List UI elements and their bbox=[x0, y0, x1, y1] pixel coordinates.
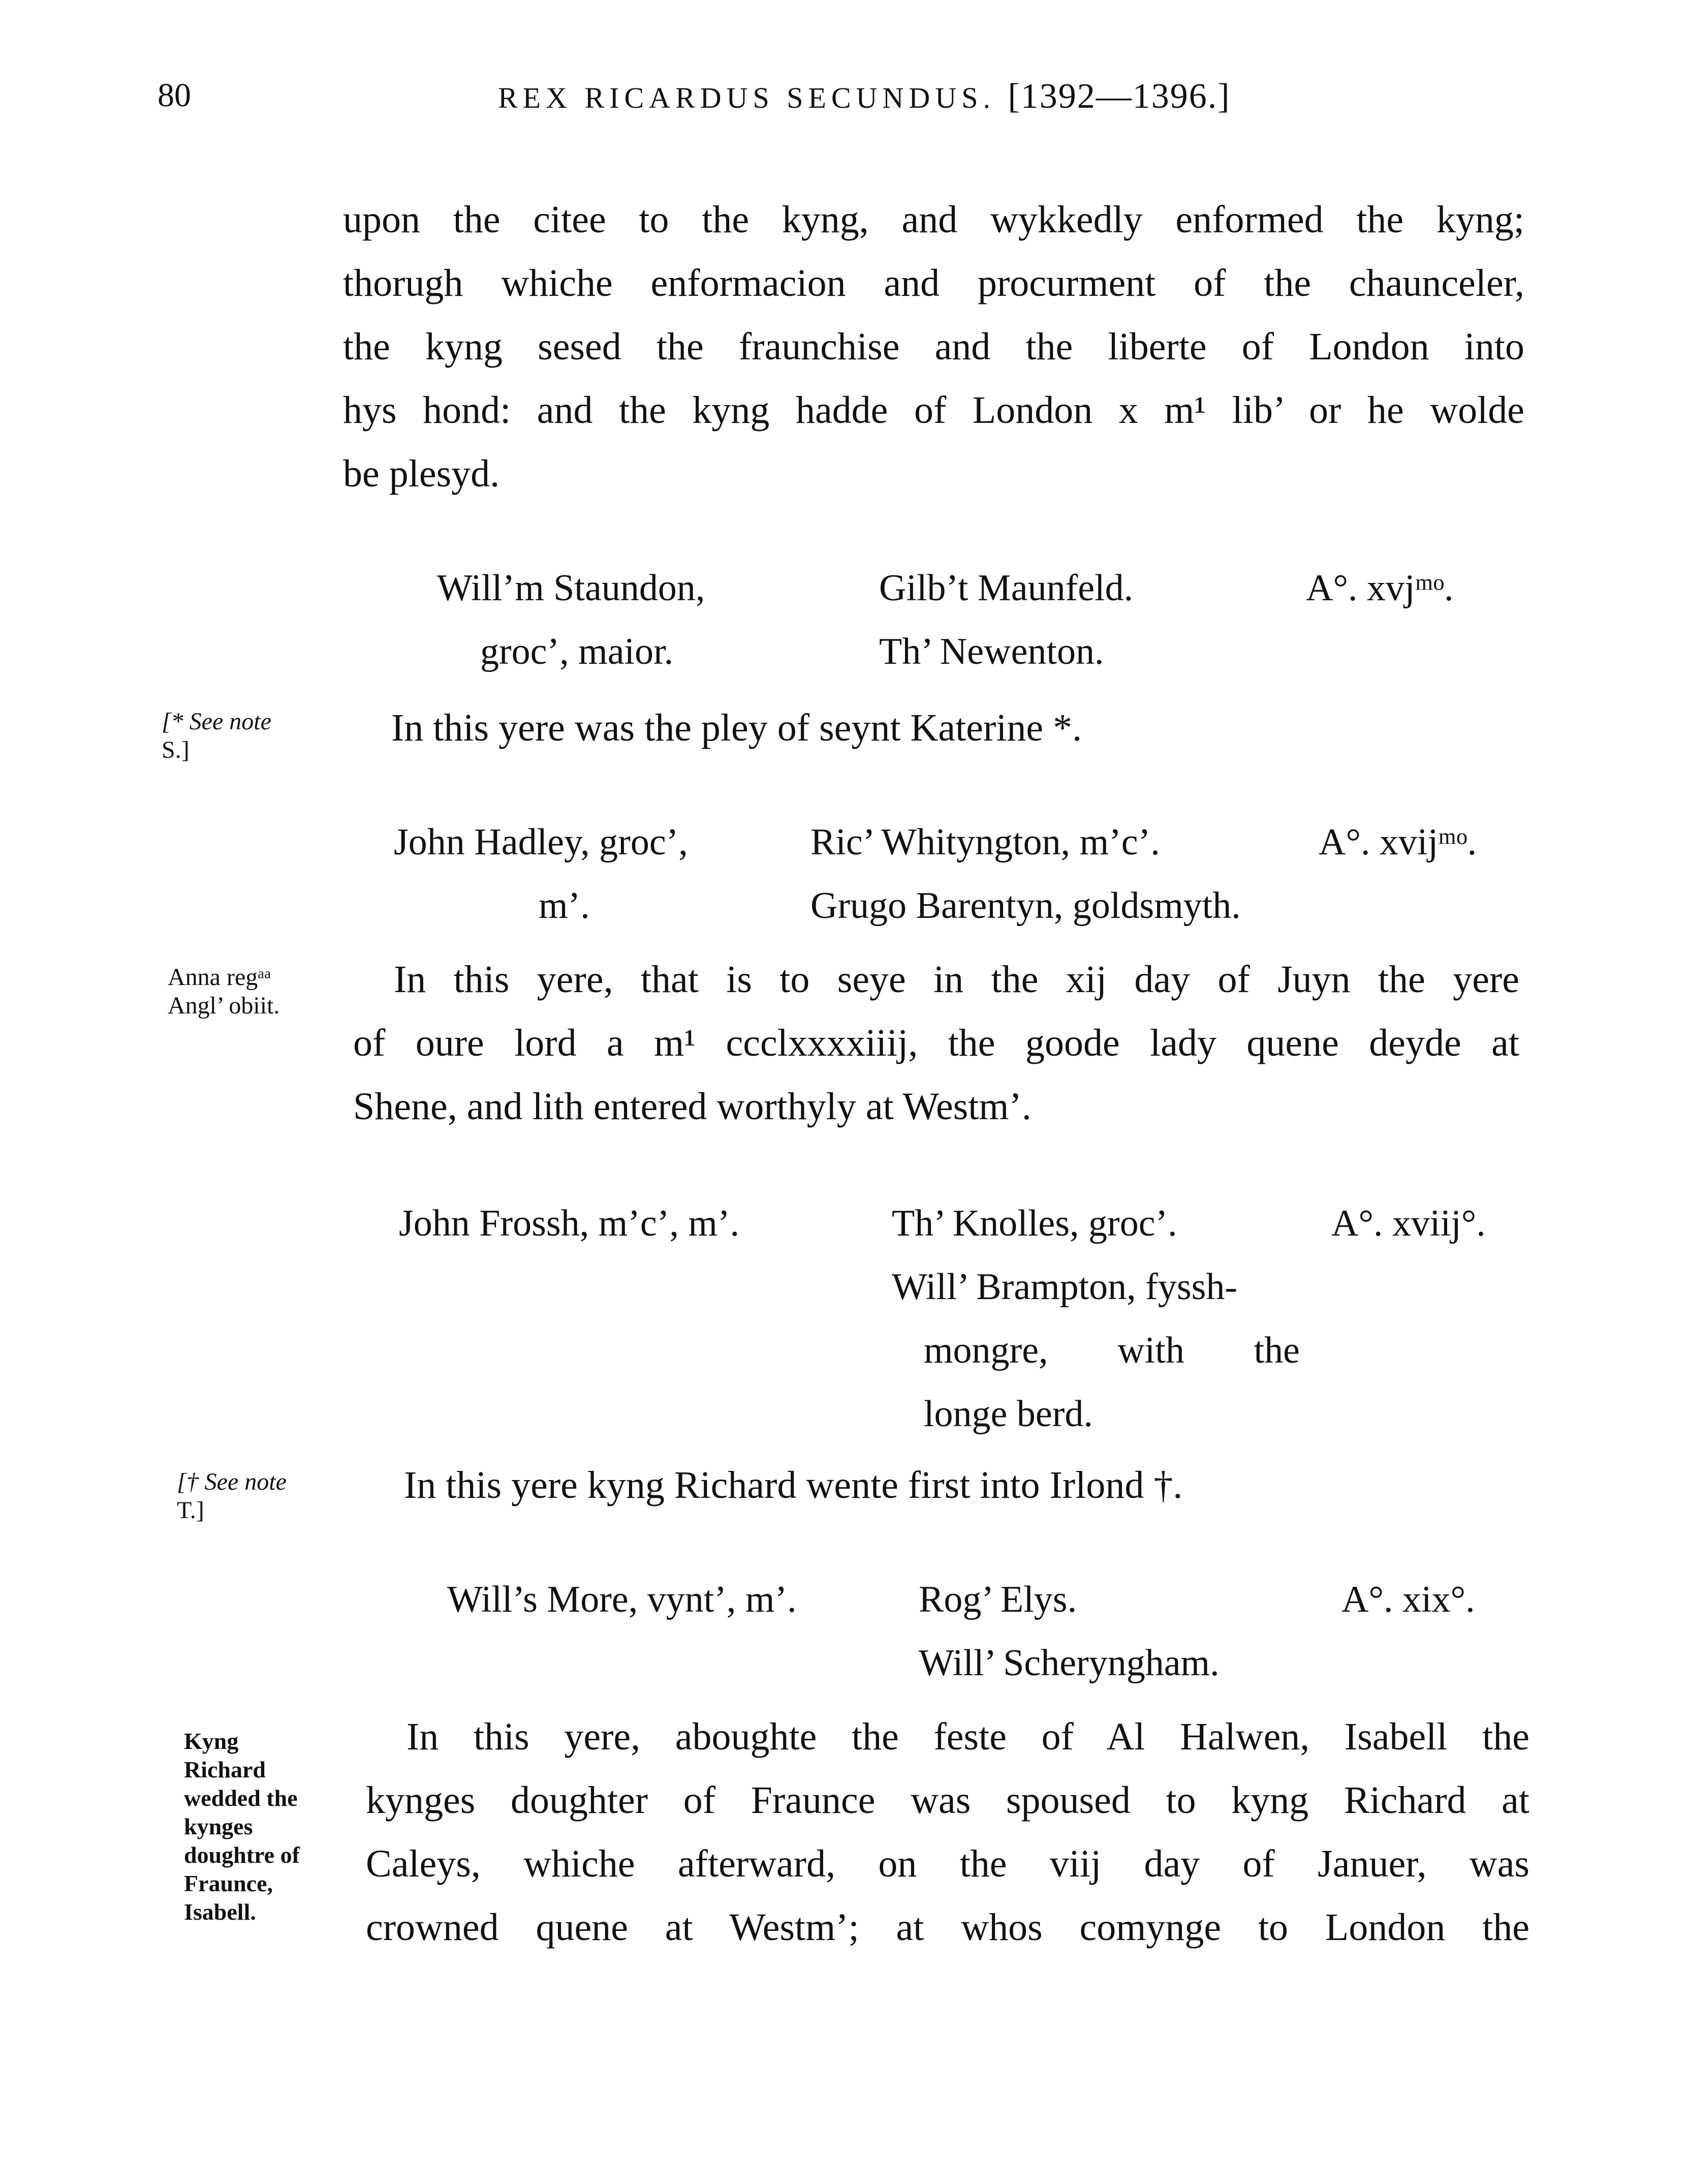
sheriff-line: Will’ Brampton, fyssh- bbox=[892, 1266, 1238, 1308]
text-line: In this yere, that is to seye in the xij day of Juyn the yere bbox=[394, 958, 1519, 1001]
text-line: In this yere, aboughte the feste of Al Halwen, Isabell the bbox=[407, 1715, 1529, 1758]
sheriff-line: Grugo Barentyn, goldsmyth. bbox=[810, 885, 1241, 927]
sheriff-line: Gilb’t Maunfeld. bbox=[879, 567, 1134, 609]
margin-note bbox=[177, 1468, 287, 1525]
margin-note bbox=[168, 963, 279, 1020]
mayor-line: Will’s More, vynt’, m’. bbox=[447, 1579, 797, 1620]
anno-label: A°. xvjᵐᵒ. bbox=[1306, 567, 1454, 609]
text-line: Caleys, whiche afterward, on the viij day of Januer, was bbox=[366, 1842, 1529, 1885]
margin-note-line: doughtre of bbox=[184, 1842, 300, 1868]
anno-label: A°. xvijᵐᵒ. bbox=[1319, 821, 1477, 863]
sheriff-line: Rog’ Elys. bbox=[919, 1579, 1077, 1620]
margin-note-line: Fraunce, bbox=[184, 1870, 273, 1896]
sheriff-line: mongre, with the bbox=[924, 1330, 1300, 1371]
margin-note-line: [* See note bbox=[162, 708, 271, 735]
mayor-line: John Hadley, groc’, bbox=[394, 821, 688, 863]
text-line: upon the citee to the kyng, and wykkedly enformed the kyng; bbox=[343, 198, 1524, 241]
anno-label: A°. xix°. bbox=[1341, 1579, 1475, 1620]
mayor-line: groc’, maior. bbox=[480, 631, 674, 672]
margin-note-line: S.] bbox=[162, 736, 190, 763]
mayor-line: m’. bbox=[539, 885, 590, 927]
margin-note-line: kynges bbox=[184, 1813, 253, 1839]
margin-note-line: T.] bbox=[177, 1497, 204, 1524]
page-number: 80 bbox=[158, 77, 191, 114]
mayor-line: John Frossh, m’c’, m’. bbox=[399, 1203, 740, 1244]
margin-note-line: Angl’ obiit. bbox=[168, 992, 280, 1019]
text-line: hys hond: and the kyng hadde of London x m¹ lib’ or he wolde bbox=[343, 389, 1524, 432]
margin-note-line: Isabell. bbox=[184, 1899, 256, 1925]
mayor-line: Will’m Staundon, bbox=[437, 567, 705, 609]
text-line: of oure lord a m¹ ccclxxxxiiij, the goode lady quene deyde at bbox=[353, 1022, 1519, 1064]
margin-note bbox=[184, 1727, 300, 1926]
text-line: be plesyd. bbox=[343, 452, 500, 495]
text-line: Shene, and lith entered worthyly at Westm’. bbox=[353, 1085, 1031, 1128]
margin-note-line: Anna regᵃᵃ bbox=[168, 964, 271, 991]
margin-note-line: wedded the bbox=[184, 1785, 298, 1811]
margin-note-line: [† See note bbox=[177, 1468, 287, 1495]
text-line: In this yere was the pley of seynt Katerine *. bbox=[391, 706, 1082, 749]
running-years: [1392—1396.] bbox=[1008, 77, 1231, 116]
sheriff-line: longe berd. bbox=[924, 1393, 1093, 1435]
text-line: thorugh whiche enformacion and procurment of the chaunceler, bbox=[343, 262, 1524, 304]
sheriff-line: Th’ Newenton. bbox=[879, 631, 1104, 672]
text-line: kynges doughter of Fraunce was spoused to kyng Richard at bbox=[366, 1779, 1529, 1822]
sheriff-line: Th’ Knolles, groc’. bbox=[892, 1203, 1177, 1244]
text-line: In this yere kyng Richard wente first into Irlond †. bbox=[404, 1464, 1183, 1506]
sheriff-line: Ric’ Whityngton, m’c’. bbox=[810, 821, 1160, 863]
margin-note-line: Kyng bbox=[184, 1728, 239, 1754]
margin-note bbox=[162, 708, 271, 764]
running-header bbox=[498, 76, 1231, 117]
running-title: REX RICARDUS SECUNDUS. bbox=[498, 81, 995, 114]
anno-label: A°. xviij°. bbox=[1331, 1203, 1486, 1244]
text-line: crowned quene at Westm’; at whos comynge to London the bbox=[366, 1906, 1529, 1949]
text-line: the kyng sesed the fraunchise and the liberte of London into bbox=[343, 325, 1524, 368]
sheriff-line: Will’ Scheryngham. bbox=[919, 1642, 1220, 1684]
margin-note-line: Richard bbox=[184, 1757, 266, 1782]
